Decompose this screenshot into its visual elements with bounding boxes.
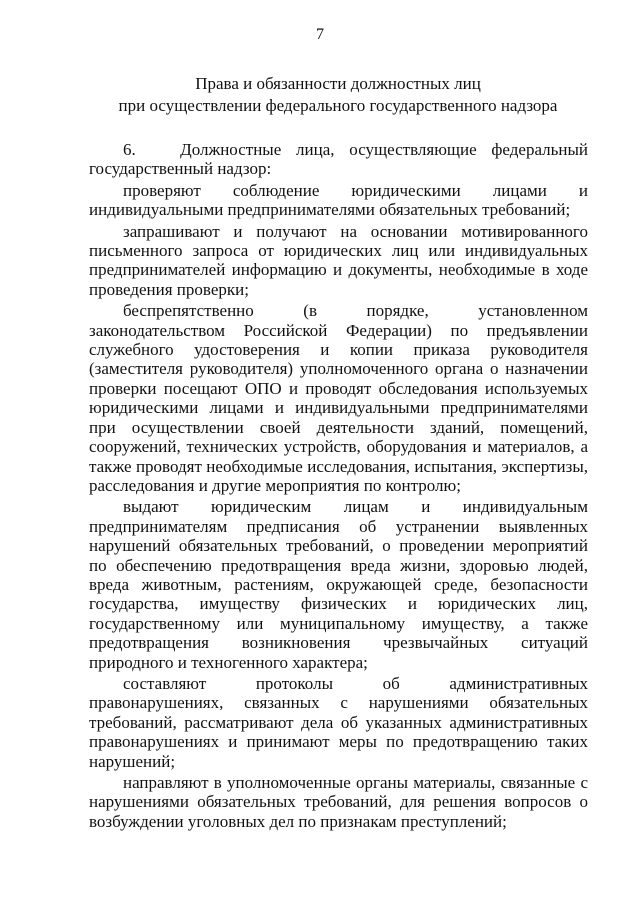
heading-line-1: Права и обязанности должностных лиц [195,74,481,93]
paragraph-request-documents: запрашивают и получают на основании мотивированного письменного запроса от юридических лиц или индивидуальных предпринимателей информацию и документы, необходимые в ходе проведения проверки; [89,221,588,299]
section-heading [88,73,588,117]
paragraph-issue-orders: выдают юридическим лицам и индивидуальным предпринимателям предписания об устранении выявленных нарушений обязательных требований, о проведении мероприятий по обеспечению предотвращения вреда жизни, здоровью людей, вреда животным, растениям, окружающей среде, безопасности государства, имуществу физических и юридических лиц, государственному или муниципальному имуществу, а также предотвращения возникновения чрезвычайных ситуаций природного и техногенного характера; [89,497,588,672]
paragraph-inspections: беспрепятственно (в порядке, установленном законодательством Российской Федерации) по предъявлении служебного удостоверения и копии приказа руководителя (заместителя руководителя) уполномоченного органа о назначении проверки посещают ОПО и проводят обследования используемых юридическими лицами и индивидуальными предпринимателями при осуществлении своей деятельности зданий, помещений, сооружений, технических устройств, оборудования и материалов, а также проводят необходимые исследования, испытания, экспертизы, расследования и другие мероприятия по контролю; [89,301,588,495]
paragraph-item-6: 6. Должностные лица, осуществляющие федеральный государственный надзор: [89,140,588,179]
paragraph-check-compliance: проверяют соблюдение юридическими лицами и индивидуальными предпринимателями обязательных требований; [89,180,588,220]
document-body [89,140,588,833]
paragraph-send-materials: направляют в уполномоченные органы материалы, связанные с нарушениями обязательных требований, для решения вопросов о возбуждении уголовных дел по признакам преступлений; [89,773,588,831]
paragraph-protocols: составляют протоколы об административных правонарушениях, связанных с нарушениями обязательных требований, рассматривают дела об указанных административных правонарушениях и принимают меры по предотвращению таких нарушений; [89,673,588,771]
heading-line-2: при осуществлении федерального государственного надзора [118,96,558,115]
page-number: 7 [316,26,324,43]
